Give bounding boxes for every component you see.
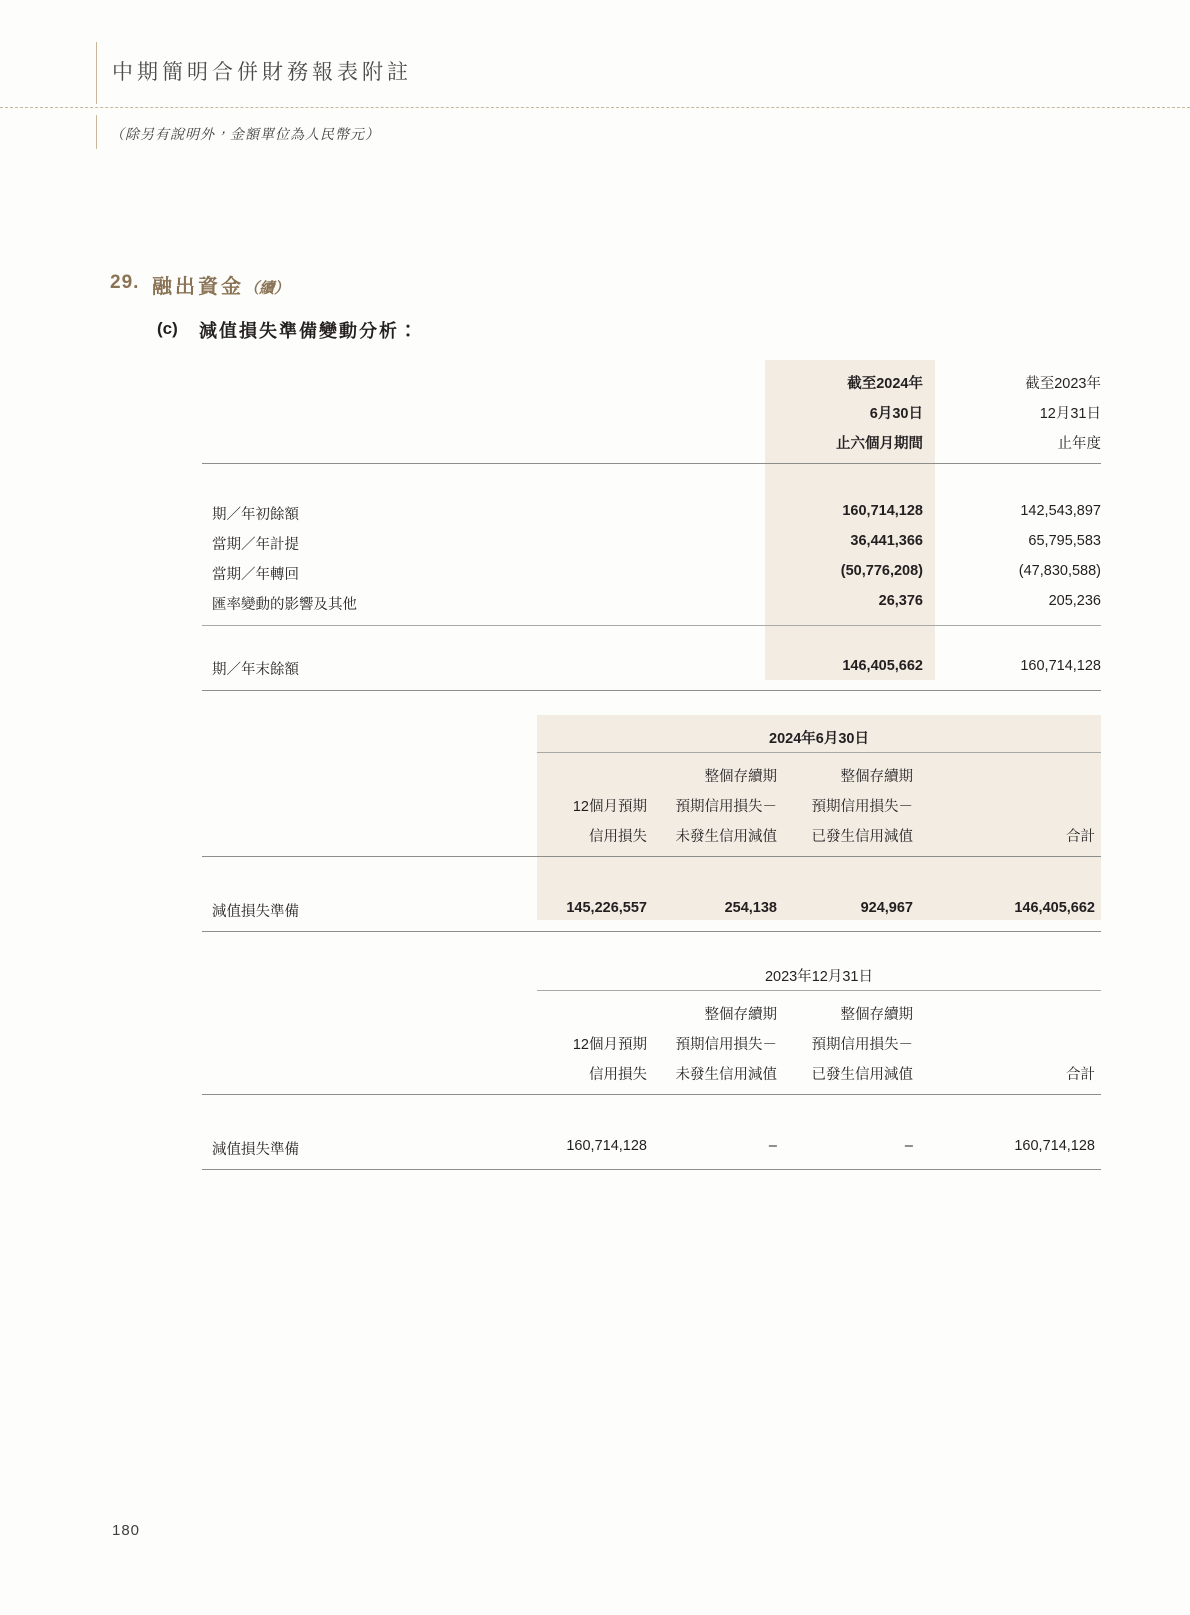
table2-row-value-3: 924,967 [860,900,913,916]
subsection-label: (c) [157,319,178,338]
table2-col2-header-line2: 預期信用損失－ [675,799,777,815]
table1-header-rule [202,463,1101,464]
table1-total-value-2: 160,714,128 [1020,658,1101,674]
table1-row-1-value-2: 65,795,583 [1028,533,1101,549]
table3-bottom-rule [202,1169,1101,1170]
table2-date-header: 2024年6月30日 [769,731,869,747]
table2-col3-header-line3: 已發生信用減值 [811,829,913,845]
table3-row-label: 減值損失準備 [212,1142,299,1158]
table1-col2-header-line3: 止年度 [1057,436,1101,452]
table1-col1-header-line3: 止六個月期間 [836,436,923,452]
table2-col4-header-total: 合計 [1066,829,1095,845]
table1-col2-header-line1: 截至2023年 [1025,376,1101,392]
table3-row-value-2: – [768,1138,777,1154]
table3-row-value-4: 160,714,128 [1014,1138,1095,1154]
table1-row-3-value-1: 26,376 [878,593,923,609]
table1-row-1-label: 當期／年計提 [212,537,299,553]
table2-col3-header-line2: 預期信用損失－ [811,799,913,815]
header-dashed-divider [0,107,1190,108]
table3-col3-header-line2: 預期信用損失－ [811,1037,913,1053]
table1-row-2-value-2: (47,830,588) [1018,563,1101,579]
table2-col3-header-line1: 整個存續期 [840,769,913,785]
table2-header-rule [202,856,1101,857]
table1-bottom-rule [202,690,1101,691]
table1-col1-header-line2: 6月30日 [869,406,923,422]
table1-row-0-label: 期／年初餘額 [212,507,299,523]
subsection-title: 減值損失準備變動分析： [199,321,419,341]
table1-row-2-value-1: (50,776,208) [840,563,923,579]
header-subtitle: （除另有說明外，金額單位為人民幣元） [110,126,380,142]
table2-row-value-1: 145,226,557 [566,900,647,916]
table3-date-rule [537,990,1101,991]
table3-col4-header-total: 合計 [1066,1067,1095,1083]
table3-date-header: 2023年12月31日 [764,969,873,985]
table1-row-1-value-1: 36,441,366 [850,533,923,549]
table2-date-rule [537,752,1101,753]
table1-row-3-value-2: 205,236 [1048,593,1101,609]
table3-col3-header-line3: 已發生信用減值 [811,1067,913,1083]
table2-col1-header-line3: 信用損失 [589,829,647,845]
table3-col2-header-line1: 整個存續期 [704,1007,777,1023]
table3-row-value-1: 160,714,128 [566,1138,647,1154]
table1-col2-header-line2: 12月31日 [1039,406,1101,422]
table3-col2-header-line3: 未發生信用減值 [675,1067,777,1083]
table1-col1-header-line1: 截至2024年 [847,376,923,392]
table1-row-3-label: 匯率變動的影響及其他 [212,597,357,613]
table2-bottom-rule [202,931,1101,932]
table2-row-label: 減值損失準備 [212,904,299,920]
table1-subtotal-rule [202,625,1101,626]
table2-row-value-4: 146,405,662 [1014,900,1095,916]
table2-col2-header-line3: 未發生信用減值 [675,829,777,845]
table3-row-value-3: – [904,1138,913,1154]
table3-col3-header-line1: 整個存續期 [840,1007,913,1023]
header-vertical-rule [96,42,97,104]
table3-col2-header-line2: 預期信用損失－ [675,1037,777,1053]
table1-row-0-value-1: 160,714,128 [842,503,923,519]
section-number: 29. [110,272,140,293]
section-title [152,270,289,299]
section-continued-marker: （續） [244,280,290,297]
page-number: 180 [112,1522,141,1539]
table2-col2-header-line1: 整個存續期 [704,769,777,785]
header-subtitle-rule [96,115,97,149]
table1-row-0-value-2: 142,543,897 [1020,503,1101,519]
section-title-text: 融出資金 [152,276,244,298]
table2-col1-header-line2: 12個月預期 [572,799,647,815]
page-header-title: 中期簡明合併財務報表附註 [112,60,412,84]
table1-total-label: 期／年末餘額 [212,662,299,678]
table2-row-value-2: 254,138 [724,900,777,916]
table1-row-2-label: 當期／年轉回 [212,567,299,583]
table3-col1-header-line2: 12個月預期 [572,1037,647,1053]
table3-header-rule [202,1094,1101,1095]
table1-total-value-1: 146,405,662 [842,658,923,674]
table3-col1-header-line3: 信用損失 [589,1067,647,1083]
